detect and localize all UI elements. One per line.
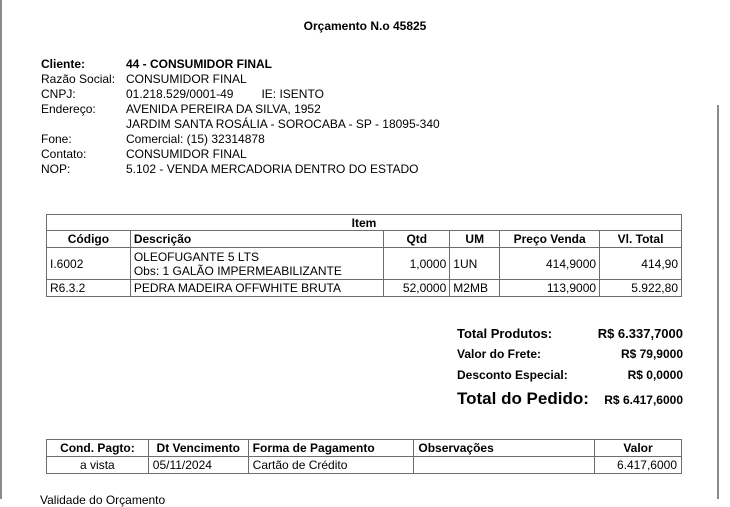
contato-label: Contato: — [41, 147, 87, 161]
item-total: 414,90 — [600, 248, 682, 280]
payment-table — [46, 439, 682, 474]
endereco-row — [41, 102, 440, 117]
item-um: M2MB — [450, 280, 500, 297]
validade-text: Validade do Orçamento — [40, 493, 166, 507]
pay-valor: 6.417,6000 — [595, 457, 682, 474]
desconto-row — [457, 368, 683, 382]
item-qty: 1,0000 — [384, 248, 450, 280]
col-um: UM — [450, 231, 500, 248]
endereco-line1: AVENIDA PEREIRA DA SILVA, 1952 — [126, 102, 321, 116]
table-row — [47, 280, 682, 297]
item-qty: 52,0000 — [384, 280, 450, 297]
right-scroll-edge — [717, 105, 719, 499]
total-pedido-label: Total do Pedido: — [457, 389, 589, 408]
item-description: PEDRA MADEIRA OFFWHITE BRUTA — [130, 280, 384, 297]
item-code: R6.3.2 — [47, 280, 131, 297]
frete-row — [457, 347, 683, 361]
item-desc-text: OLEOFUGANTE 5 LTS — [133, 249, 259, 264]
nop-label: NOP: — [41, 162, 71, 176]
cnpj-value: 01.218.529/0001-49 — [126, 87, 234, 101]
desconto-value: R$ 0,0000 — [627, 368, 683, 382]
cliente-value: 44 - CONSUMIDOR FINAL — [126, 57, 273, 71]
total-produtos-label: Total Produtos: — [457, 326, 553, 341]
item-description — [130, 248, 384, 280]
fone-row — [41, 132, 440, 147]
table-row — [47, 248, 682, 280]
total-produtos-row — [457, 326, 683, 341]
col-descricao: Descrição — [130, 231, 384, 248]
items-table — [46, 214, 682, 297]
razao-row — [41, 72, 440, 87]
total-pedido-row — [457, 389, 683, 409]
cnpj-row — [41, 87, 440, 102]
item-um: 1UN — [450, 248, 500, 280]
col-preco: Preço Venda — [500, 231, 600, 248]
pay-observacoes — [414, 457, 595, 474]
nop-value: 5.102 - VENDA MERCADORIA DENTRO DO ESTADO — [126, 162, 419, 176]
item-total: 5.922,80 — [600, 280, 682, 297]
endereco-row-2 — [41, 117, 440, 132]
items-section-header: Item — [47, 215, 682, 231]
nop-row — [41, 162, 440, 177]
client-info — [41, 57, 440, 177]
fone-value: Comercial: (15) 32314878 — [126, 132, 265, 146]
col-valor: Valor — [595, 440, 682, 457]
total-produtos-value: R$ 6.337,7000 — [597, 326, 683, 341]
razao-value: CONSUMIDOR FINAL — [126, 72, 247, 86]
pay-cond: a vista — [47, 457, 149, 474]
cnpj-label: CNPJ: — [41, 87, 76, 101]
item-obs-text: Obs: 1 GALÃO IMPERMEABILIZANTE — [133, 263, 342, 278]
contato-row — [41, 147, 440, 162]
item-code: I.6002 — [47, 248, 131, 280]
razao-label: Razão Social: — [41, 72, 116, 86]
col-codigo: Código — [47, 231, 131, 248]
fone-label: Fone: — [41, 132, 72, 146]
cliente-label: Cliente: — [41, 57, 86, 71]
endereco-label: Endereço: — [41, 102, 96, 116]
items-header-row — [47, 231, 682, 248]
col-vencimento: Dt Vencimento — [148, 440, 248, 457]
frete-label: Valor do Frete: — [457, 347, 542, 361]
pay-forma: Cartão de Crédito — [248, 457, 414, 474]
item-price: 414,9000 — [500, 248, 600, 280]
total-pedido-value: R$ 6.417,6000 — [604, 393, 683, 407]
payment-header-row — [47, 440, 682, 457]
document-title: Orçamento N.o 45825 — [303, 19, 427, 33]
ie-value: IE: ISENTO — [261, 87, 324, 101]
desconto-label: Desconto Especial: — [457, 368, 568, 382]
col-cond-pagto: Cond. Pagto: — [47, 440, 149, 457]
col-forma-pagamento: Forma de Pagamento — [248, 440, 414, 457]
left-border — [0, 0, 2, 499]
col-observacoes: Observações — [414, 440, 595, 457]
item-price: 113,9000 — [500, 280, 600, 297]
pay-vencimento: 05/11/2024 — [148, 457, 248, 474]
col-total: Vl. Total — [600, 231, 682, 248]
endereco-line2: JARDIM SANTA ROSÁLIA - SOROCABA - SP - 18095-340 — [126, 117, 440, 131]
contato-value: CONSUMIDOR FINAL — [126, 147, 247, 161]
col-qtd: Qtd — [384, 231, 450, 248]
frete-value: R$ 79,9000 — [620, 347, 683, 361]
client-row — [41, 57, 440, 72]
payment-row — [47, 457, 682, 474]
